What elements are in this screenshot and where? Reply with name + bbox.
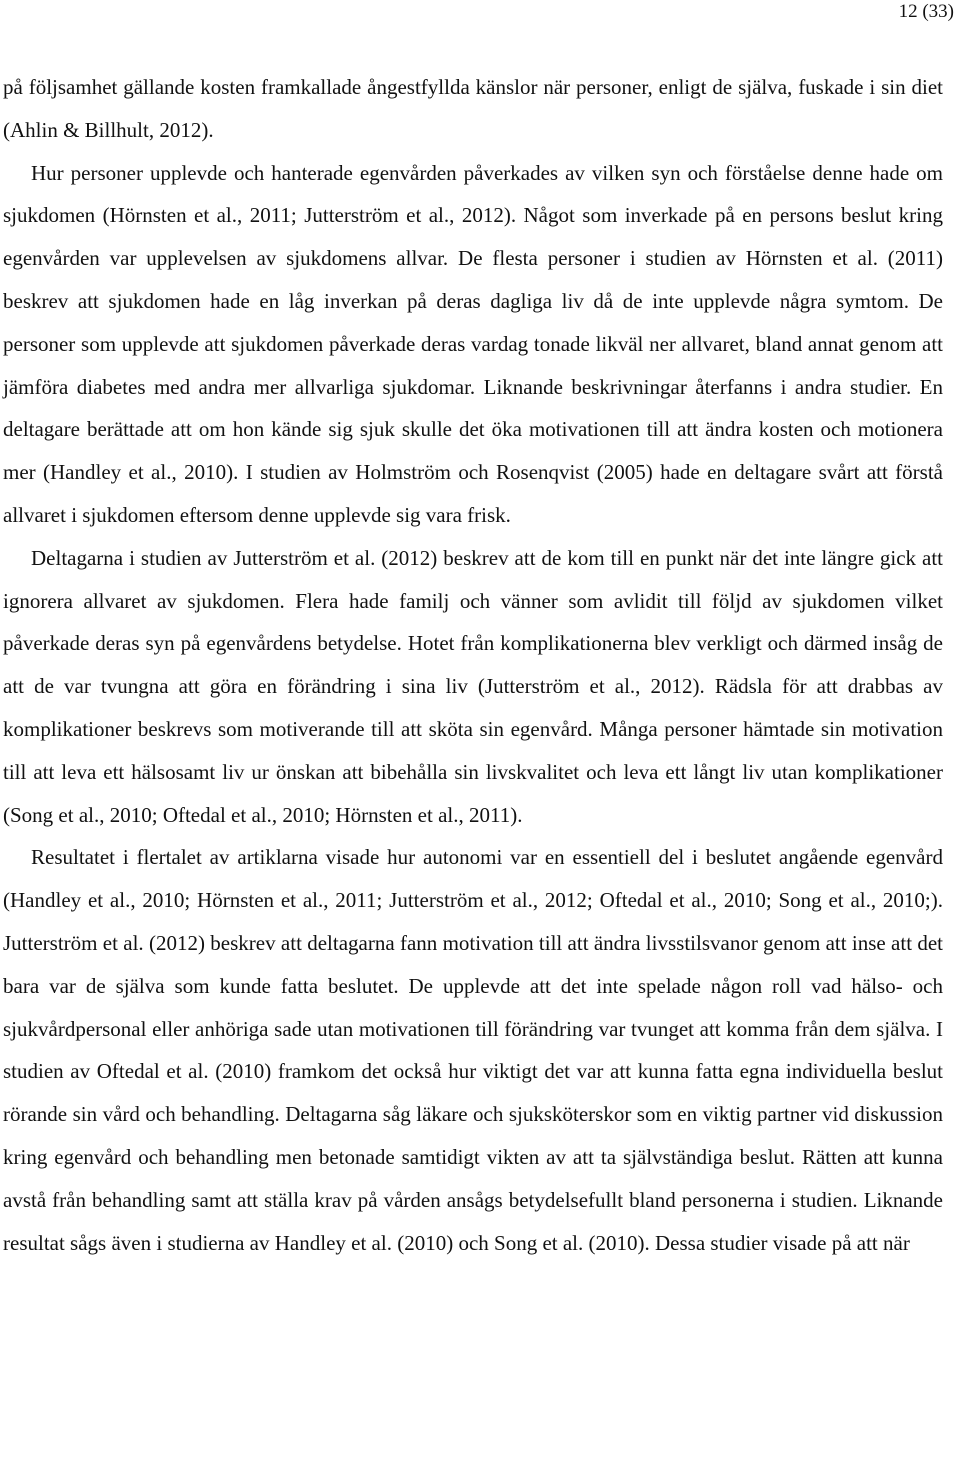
paragraph-understanding: Hur personer upplevde och hanterade egenvården påverkades av vilken syn och förståelse denne hade om sjukdomen (Hörnsten et al., 2011; Jutterström et al., 2012). Något som inverkade på en persons beslut kring egenvården var upplevelsen av sjukdomens allvar. De flesta personer i studien av Hörnsten et al. (2011) beskrev att sjukdomen hade en låg inverkan på deras dagliga liv då de inte upplevde några symtom. De personer som upplevde att sjukdomen påverkade deras vardag tonade likväl ner allvaret, bland annat genom att jämföra diabetes med andra mer allvarliga sjukdomar. Liknande beskrivningar återfanns i andra studier. En deltagare berättade att om hon kände sig sjuk skulle det öka motivationen till att ändra kosten och motionera mer (Handley et al., 2010). I studien av Holmström och Rosenqvist (2005) hade en deltagare svårt att förstå allvaret i sjukdomen eftersom denne upplevde sig vara frisk. (3, 160, 943, 527)
page-number: 12 (33) (898, 1, 954, 22)
paragraph-autonomy: Resultatet i flertalet av artiklarna visade hur autonomi var en essentiell del i beslutet angående egenvård (Handley et al., 2010; Hörnsten et al., 2011; Jutterström et al., 2012; Oftedal et al., 2010; Song et al., 2010;). Jutterström et al. (2012) beskrev att deltagarna fann motivation till att ändra livsstilsvanor genom att inse att det bara var de själva som kunde fatta beslutet. De upplevde att det inte spelade någon roll vad hälso- och sjukvårdpersonal eller anhöriga sade utan motivationen till förändring var tvunget att komma från dem själva. I studien av Oftedal et al. (2010) framkom det också hur viktigt det var att kunna fatta egna individuella beslut rörande sin vård och behandling. Deltagarna såg läkare och sjuksköterskor som en viktig partner vid diskussion kring egenvård och behandling men betonade samtidigt vikten av att ta självständiga beslut. Rätten att kunna avstå från behandling samt att ställa krav på vården ansågs betydelsefullt bland personerna i studien. Liknande resultat sågs även i studierna av Handley et al. (2010) och Song et al. (2010). Dessa studier visade på att när (3, 845, 943, 1255)
paragraph-continuation: på följsamhet gällande kosten framkallade ångestfyllda känslor när personer, enligt de själva, fuskade i sin diet (Ahlin & Billhult, 2012). (3, 75, 943, 142)
paragraph-complications: Deltagarna i studien av Jutterström et al. (2012) beskrev att de kom till en punkt när det inte längre gick att ignorera allvaret av sjukdomen. Flera hade familj och vänner som avlidit till följd av sjukdomen vilket påverkade deras syn på egenvårdens betydelse. Hotet från komplikationerna blev verkligt och därmed insåg de att de var tvungna att göra en förändring i sina liv (Jutterström et al., 2012). Rädsla för att drabbas av komplikationer beskrevs som motiverande till att sköta sin egenvård. Många personer hämtade sin motivation till att leva ett hälsosamt liv ur önskan att bibehålla sin livskvalitet och leva ett långt liv utan komplikationer (Song et al., 2010; Oftedal et al., 2010; Hörnsten et al., 2011). (3, 545, 943, 827)
body-text (3, 66, 943, 1264)
